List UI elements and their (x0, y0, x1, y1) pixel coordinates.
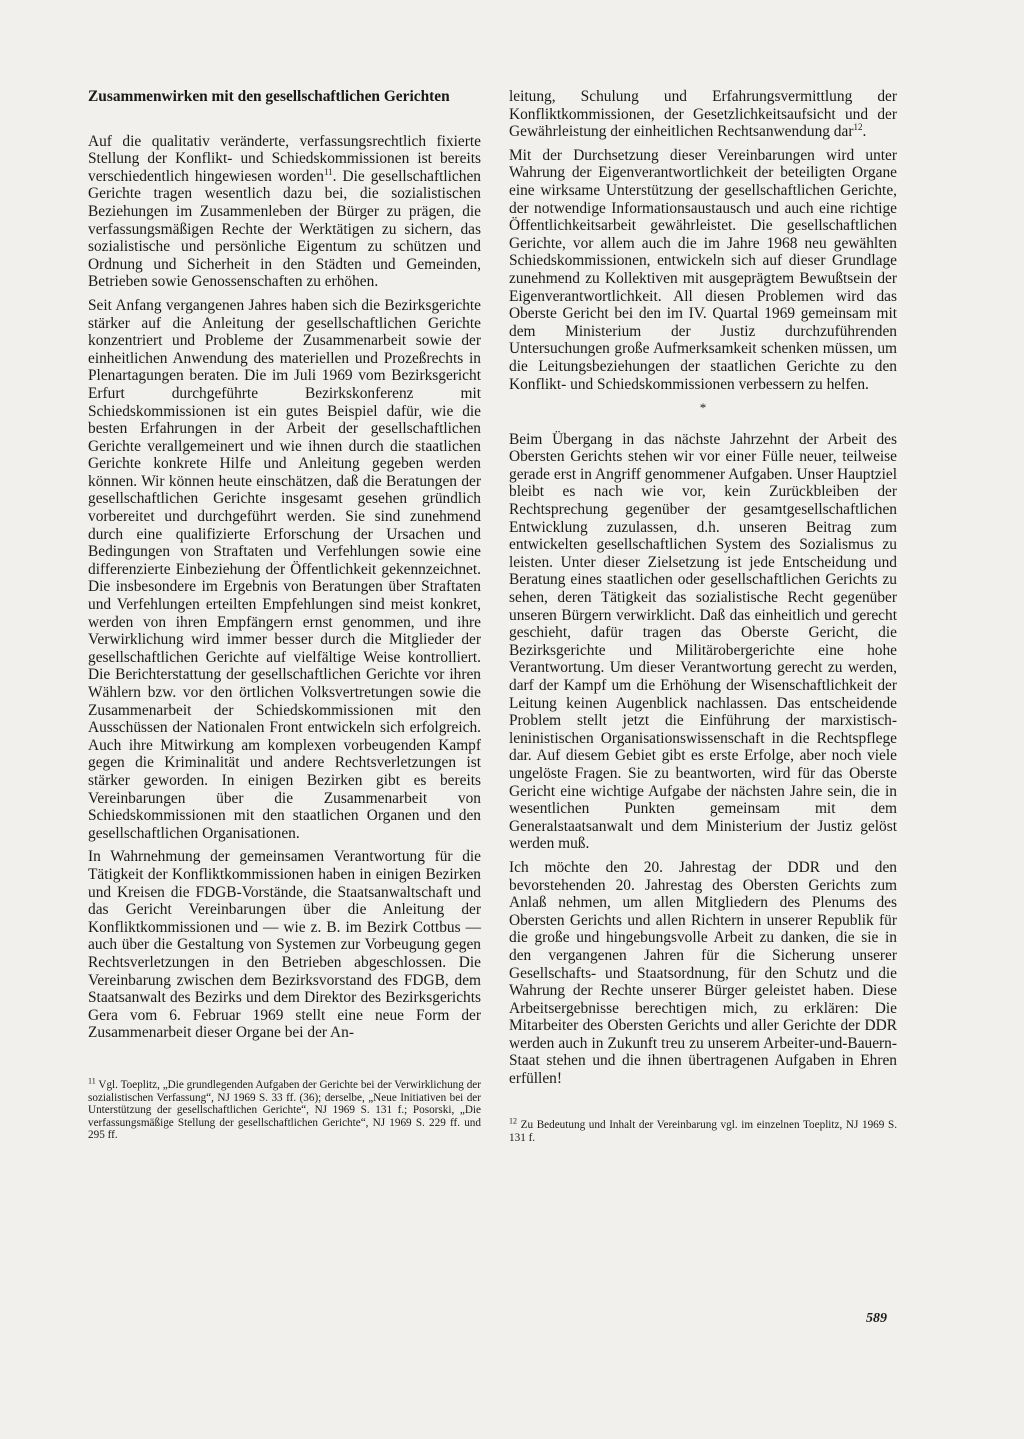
paragraph-text: . (862, 123, 867, 141)
paragraph-text: . Die gesellschaftlichen Gerichte tragen wesentlich dazu bei, die sozialistischen Beziehungen im Zusammenleben der Bürger zu prägen, die verfassungsmäßigen Rechte der Werktätigen zu sichern, das sozialistische und persönliche Eigentum zu schützen und Ordnung und Sicherheit in den Städten und Gemeinden, Betrieben sowie Genossenschaften zu erhöhen. (88, 167, 481, 291)
paragraph: Seit Anfang vergangenen Jahres haben sich die Bezirksgerichte stärker auf die Anleitung der gesellschaftlichen Gerichte konzentriert und Probleme der Zusammenarbeit sowie der einheitlichen Anwendung des materiellen und Prozeßrechts in Plenartagungen beraten. Die im Juli 1969 vom Bezirksgericht Erfurt durchgeführte Bezirkskonferenz mit Schiedskommissionen ist ein gutes Beispiel dafür, wie die besten Erfahrungen in der Arbeit der gesellschaftlichen Gerichte verallgemeinert und wie ihnen durch die staatlichen Gerichte konkrete Hilfe und Anleitung gegeben werden können. Wir können heute einschätzen, daß die Beratungen der gesellschaftlichen Gerichte insgesamt gesehen gründlich vorbereitet und durchgeführt werden. Sie sind zunehmend durch eine qualifizierte Erforschung der Ursachen und Bedingungen von Straftaten und Verfehlungen sowie eine differenzierte Einbeziehung der Öffentlichkeit gekennzeichnet. Die insbesondere im Ergebnis von Beratungen über Straftaten und Verfehlungen erteilten Empfehlungen sind meist konkret, werden von ihren Empfängern ernst genommen, und ihre Verwirklichung wird immer besser durch die Mitglieder der gesellschaftlichen Gerichte auf vielfältige Weise kontrolliert. Die Berichterstattung der gesellschaftlichen Gerichte vor ihren Wählern bzw. vor den örtlichen Volksvertretungen sowie die Zusammenarbeit der Schiedskommissionen mit den Ausschüssen der Nationalen Front entwickeln sich erfolgreich. Auch ihre Mitwirkung am komplexen vorbeugenden Kampf gegen die Kriminalität und andere Rechtsverletzungen ist stärker geworden. In einigen Bezirken gibt es bereits Vereinbarungen über die Zusammenarbeit von Schiedskommissionen mit den staatlichen Organen und den gesellschaftlichen Organisationen. (88, 296, 481, 842)
section-heading: Zusammenwirken mit den gesellschaftlichen Gerichten (88, 88, 450, 105)
left-column (88, 88, 481, 1048)
paragraph: Mit der Durchsetzung dieser Vereinbarungen wird unter Wahrung der Eigenverantwortlichkeit der beteiligten Organe eine wirksame Unterstützung der gesellschaftlichen Gerichte, der notwendige Informationsaustausch und auch eine richtige Öffentlichkeitsarbeit gewährleistet. Die gesellschaftlichen Gerichte, vor allem auch die im Jahre 1968 neu gewählten Schiedskommissionen, entwickeln sich auf dieser Grundlage zunehmend zu Kollektiven mit ausgeprägtem Bewußtsein der Eigenverantwortlichkeit. All diesen Problemen wird das Oberste Gericht bei den im IV. Quartal 1969 gemeinsam mit dem Ministerium der Justiz durchzuführenden Untersuchungen große Aufmerksamkeit schenken müssen, um die Leitungsbeziehungen der staatlichen Gerichte zu den Konflikt- und Schiedskommissionen verbessern zu helfen. (509, 146, 897, 393)
page-number: 589 (866, 1311, 887, 1326)
paragraph-text: leitung, Schulung und Erfahrungsvermittlung der Konfliktkommissionen, der Gesetzlichkeitsaufsicht und der Gewährleistung der einheitlichen Rechtsanwendung dar (509, 88, 897, 141)
footnote-reference: 11 (323, 166, 333, 177)
footnote-text: Zu Bedeutung und Inhalt der Vereinbarung vgl. im einzelnen Toeplitz, NJ 1969 S. 131 f. (509, 1119, 897, 1144)
paragraph: Ich möchte den 20. Jahrestag der DDR und den bevorstehenden 20. Jahrestag des Obersten Gerichts zum Anlaß nehmen, um allen Mitgliedern des Plenums des Obersten Gerichts und allen Richtern in unserer Republik für die große und hingebungsvolle Arbeit zu danken, die sie in den vergangenen Jahren für die Sicherung unserer Gesellschafts- und Staatsordnung, für den Schutz und die Wahrung der Rechte unserer Bürger geleistet haben. Diese Arbeitsergebnisse berechtigen mich, zu erklären: Die Mitarbeiter des Obersten Gerichts und aller Gerichte der DDR werden auch in Zukunft treu zu unserem Arbeiter-und-Bauern-Staat stehen und die ihnen übertragenen Aufgaben in Ehren erfüllen! (509, 858, 897, 1088)
footnote-12 (509, 1116, 897, 1144)
paragraph: Beim Übergang in das nächste Jahrzehnt der Arbeit des Obersten Gerichts stehen wir vor einer Fülle neuer, teilweise gerade erst in Angriff genommener Aufgaben. Unser Hauptziel bleibt es nach wie vor, kein Zurückbleiben der Rechtsprechung gegenüber der gesamtgesellschaftlichen Entwicklung zuzulassen, d.h. unseren Beitrag zum entwickelten gesellschaftlichen System des Sozialismus zu leisten. Unter dieser Zielsetzung ist jede Entscheidung und Beratung eines staatlichen oder gesellschaftlichen Gerichts zu sehen, deren Tätigkeit das sozialistische Recht gegenüber unseren Bürgern verwirklicht. Daß das einheitlich und gerecht geschieht, dafür tragen das Oberste Gericht, die Bezirksgerichte und Militärobergerichte eine hohe Verantwortung. Um dieser Verantwortung gerecht zu werden, darf der Kampf um die Erhöhung der Wisenschaftlichkeit der Leitung keinen Augenblick nachlassen. Das entscheidende Problem stellt jetzt die Einführung der marxistisch-leninistischen Organisationswissenschaft in die Rechtspflege dar. Auf diesem Gebiet gibt es erste Erfolge, aber noch viele ungelöste Fragen. Sie zu beantworten, wird für das Oberste Gericht eine wichtige Aufgabe der nächsten Jahre sein, die in wesentlichen Punkten gemeinsam mit dem Generalstaatsanwalt und dem Ministerium der Justiz gelöst werden muß. (509, 430, 897, 853)
footnote-11 (88, 1076, 481, 1142)
footnote-number: 11 (88, 1076, 96, 1086)
right-column (509, 88, 897, 1094)
paragraph (88, 133, 481, 291)
paragraph-text: Auf die qualitativ veränderte, verfassungsrechtlich fixierte Stellung der Konflikt- und Schiedskommissionen ist bereits verschiedentlich hingewiesen worden (88, 132, 481, 185)
paragraph: In Wahrnehmung der gemeinsamen Verantwortung für die Tätigkeit der Konfliktkommissionen haben in einigen Bezirken und Kreisen die FDGB-Vorstände, die Staatsanwaltschaft und das Gericht Vereinbarungen über die Anleitung der Konfliktkommissionen und — wie z. B. im Bezirk Cottbus — auch über die Gestaltung von Systemen zur Vorbeugung gegen Rechtsverletzungen in den Betrieben abgeschlossen. Die Vereinbarung zwischen dem Bezirksvorstand des FDGB, dem Staatsanwalt des Bezirks und dem Direktor des Bezirksgerichts Gera vom 6. Februar 1969 stellt eine neue Form der Zusammenarbeit dieser Organe bei der An- (88, 848, 481, 1042)
footnote-text: Vgl. Toeplitz, „Die grundlegenden Aufgaben der Gerichte bei der Verwirklichung der sozialistischen Verfassung“, NJ 1969 S. 33 ff. (36); derselbe, „Neue Initiativen bei der Unterstützung der gesellschaftlichen Gerichte“, NJ 1969 S. 131 f.; Posorski, „Die verfassungsmäßige Stellung der gesellschaftlichen Gerichte“, NJ 1969 S. 229 ff. und 295 ff. (88, 1079, 481, 1142)
footnote-reference: 12 (853, 122, 863, 133)
footnote-number: 12 (509, 1116, 517, 1126)
paragraph (509, 88, 897, 141)
section-separator: * (699, 400, 707, 416)
